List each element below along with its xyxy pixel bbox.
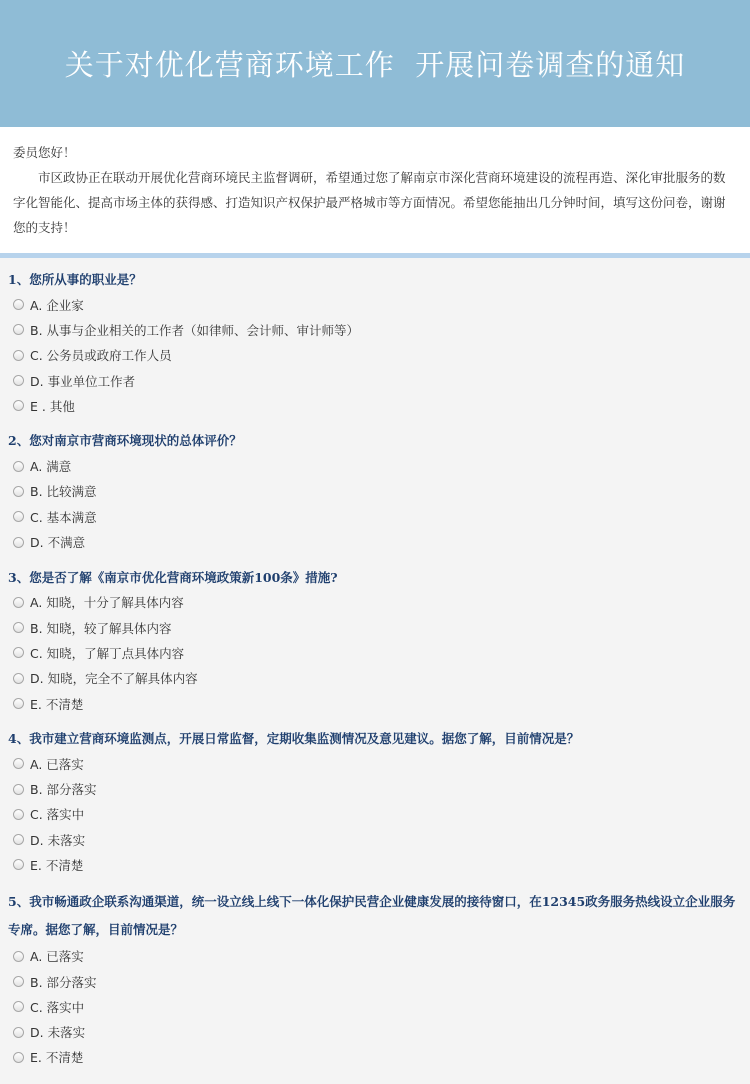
option-b[interactable] <box>0 969 750 994</box>
option-c[interactable] <box>0 994 750 1019</box>
radio-button-icon[interactable] <box>13 1027 24 1038</box>
option-a[interactable] <box>0 292 750 317</box>
radio-button-icon[interactable] <box>13 350 24 361</box>
question-title: 1、您所从事的职业是？ <box>8 272 142 287</box>
option-label: A. 满意 <box>30 459 72 475</box>
question-4 <box>0 726 750 877</box>
option-label: A. 已落实 <box>30 756 84 772</box>
radio-button-icon[interactable] <box>13 834 24 845</box>
question-title: 5、我市畅通政企联系沟通渠道，统一设立线上线下一体化保护民营企业健康发展的接待窗口，在12345政务服务热线设立企业服务专席。据您了解，目前情况是？ <box>8 893 736 937</box>
radio-button-icon[interactable] <box>13 758 24 769</box>
option-label: B. 从事与企业相关的工作者（如律师、会计师、审计师等） <box>30 322 360 338</box>
option-label: C. 落实中 <box>30 999 85 1015</box>
radio-button-icon[interactable] <box>13 859 24 870</box>
option-c[interactable] <box>0 640 750 665</box>
option-b[interactable] <box>0 615 750 640</box>
page-header <box>0 0 750 127</box>
radio-button-icon[interactable] <box>13 1001 24 1012</box>
option-a[interactable] <box>0 590 750 615</box>
radio-button-icon[interactable] <box>13 486 24 497</box>
option-label: A. 知晓，十分了解具体内容 <box>30 595 184 611</box>
option-label: C. 知晓，了解丁点具体内容 <box>30 645 185 661</box>
option-label: D. 事业单位工作者 <box>30 373 136 389</box>
radio-button-icon[interactable] <box>13 673 24 684</box>
question-list <box>0 258 750 1070</box>
option-d[interactable] <box>0 368 750 393</box>
radio-button-icon[interactable] <box>13 511 24 522</box>
option-c[interactable] <box>0 802 750 827</box>
option-label: E . 其他 <box>30 398 75 414</box>
question-2 <box>0 428 750 554</box>
question-1 <box>0 267 750 418</box>
radio-button-icon[interactable] <box>13 400 24 411</box>
option-e[interactable] <box>0 852 750 877</box>
option-b[interactable] <box>0 317 750 342</box>
option-label: C. 基本满意 <box>30 509 97 525</box>
option-a[interactable] <box>0 751 750 776</box>
option-d[interactable] <box>0 1020 750 1045</box>
question-title: 4、我市建立营商环境监测点，开展日常监督，定期收集监测情况及意见建议。据您了解，目前情况是？ <box>8 731 580 747</box>
radio-button-icon[interactable] <box>13 324 24 335</box>
option-label: D. 知晓，完全不了解具体内容 <box>30 671 198 687</box>
radio-button-icon[interactable] <box>13 597 24 608</box>
radio-button-icon[interactable] <box>13 375 24 386</box>
intro-section <box>0 127 750 258</box>
option-b[interactable] <box>0 776 750 801</box>
radio-button-icon[interactable] <box>13 647 24 658</box>
option-c[interactable] <box>0 504 750 529</box>
radio-button-icon[interactable] <box>13 299 24 310</box>
option-d[interactable] <box>0 827 750 852</box>
option-e[interactable] <box>0 691 750 716</box>
option-a[interactable] <box>0 453 750 478</box>
radio-button-icon[interactable] <box>13 809 24 820</box>
option-label: E. 不清楚 <box>30 857 84 873</box>
radio-button-icon[interactable] <box>13 951 24 962</box>
option-label: B. 部分落实 <box>30 974 97 990</box>
option-label: D. 不满意 <box>30 535 86 551</box>
option-label: E. 不清楚 <box>30 1050 84 1066</box>
option-label: D. 未落实 <box>30 832 86 848</box>
option-label: B. 比较满意 <box>30 484 97 500</box>
option-label: C. 落实中 <box>30 807 85 823</box>
question-title: 3、您是否了解《南京市优化营商环境政策新100条》措施? <box>8 569 338 585</box>
option-label: B. 知晓，较了解具体内容 <box>30 620 172 636</box>
option-c[interactable] <box>0 343 750 368</box>
option-b[interactable] <box>0 479 750 504</box>
radio-button-icon[interactable] <box>13 461 24 472</box>
intro-greeting: 委员您好！ <box>13 145 76 160</box>
option-label: E. 不清楚 <box>30 696 84 712</box>
radio-button-icon[interactable] <box>13 1052 24 1063</box>
radio-button-icon[interactable] <box>13 537 24 548</box>
radio-button-icon[interactable] <box>13 976 24 987</box>
radio-button-icon[interactable] <box>13 622 24 633</box>
option-label: A. 已落实 <box>30 949 84 965</box>
option-e[interactable] <box>0 393 750 418</box>
intro-body: 市区政协正在联动开展优化营商环境民主监督调研，希望通过您了解南京市深化营商环境建设的流程再造、深化审批服务的数字化智能化、提高市场主体的获得感、打造知识产权保护最严格城市等方面情况。希望您能抽出几分钟时间，填写这份问卷，谢谢您的支持！ <box>13 170 726 235</box>
option-label: B. 部分落实 <box>30 782 97 798</box>
option-a[interactable] <box>0 944 750 969</box>
radio-button-icon[interactable] <box>13 698 24 709</box>
option-label: A. 企业家 <box>30 297 84 313</box>
question-5 <box>0 888 750 1070</box>
page-title: 关于对优化营商环境工作 开展问卷调查的通知 <box>64 48 686 82</box>
radio-button-icon[interactable] <box>13 784 24 795</box>
option-d[interactable] <box>0 666 750 691</box>
option-e[interactable] <box>0 1045 750 1070</box>
option-label: C. 公务员或政府工作人员 <box>30 348 172 364</box>
question-3 <box>0 565 750 716</box>
option-label: D. 未落实 <box>30 1025 86 1041</box>
option-d[interactable] <box>0 529 750 554</box>
question-title: 2、您对南京市营商环境现状的总体评价？ <box>8 433 242 449</box>
